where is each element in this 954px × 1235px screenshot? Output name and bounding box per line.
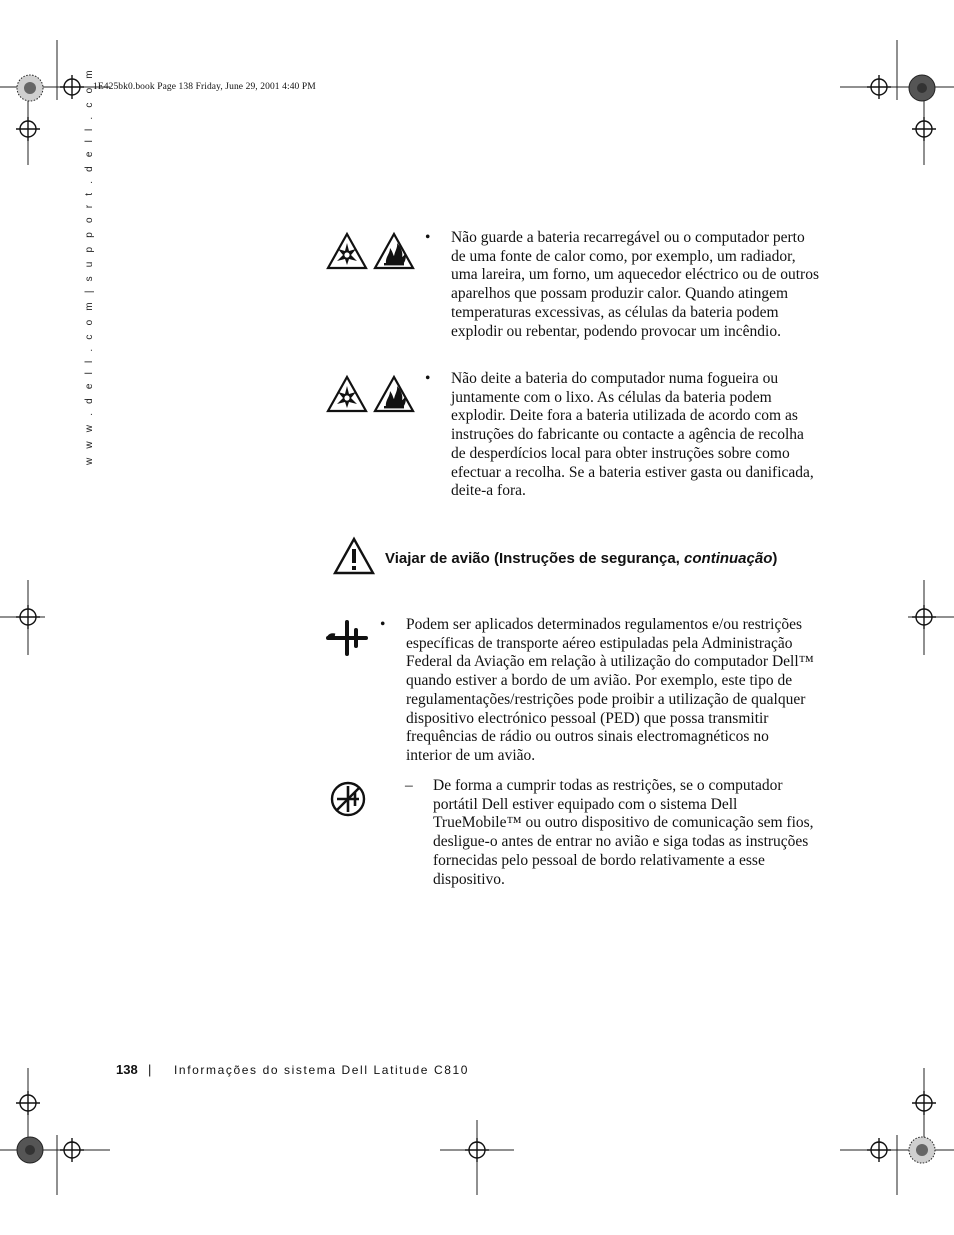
bullet-marker: • (380, 616, 386, 633)
explosion-warning-icon (326, 232, 368, 270)
air-travel-regulations (380, 616, 820, 771)
fire-warning-icon (373, 375, 415, 413)
bullet-marker: • (425, 370, 431, 387)
footer-title: Informações do sistema Dell Latitude C810 (174, 1063, 470, 1077)
heading-suffix: ) (772, 550, 778, 567)
page-number: 138 (116, 1062, 138, 1077)
fire-warning-icon (373, 232, 415, 270)
regulation-text: Podem ser aplicados determinados regulamentos e/ou restrições específicas de transporte aéreo estipuladas pela Administração Federal da Aviação em relação à utilização do computador Dell™ quando estiver a bordo de um avião. Por exemplo, este tipo de regulamentações/restrições pode proibir a utilização de qualquer dispositivo electrónico pessoal (PED) que possa transmitir frequências de rádio ou outros sinais electromagnéticos no interior de um avião. (406, 616, 814, 764)
footer-separator: | (148, 1062, 152, 1077)
no-wireless-icon (329, 780, 367, 818)
print-slug-line: 1E425bk0.book Page 138 Friday, June 29, 2001 4:40 PM (93, 82, 316, 92)
battery-warning-disposal (425, 370, 825, 505)
battery-warning-heat (425, 229, 825, 364)
heading-italic: continuação (684, 550, 773, 567)
warning-text: Não deite a bateria do computador numa fogueira ou juntamente com o lixo. As células da bateria podem explodir. Deite fora a bateria utilizada de acordo com as instruções do fabricante ou contacte a agência de recolha de desperdícios local para obter instruções sobre como efectuar a recolha. Se a bateria estiver gasta ou danificada, deite-a fora. (451, 370, 814, 500)
wireless-note-text: De forma a cumprir todas as restrições, se o computador portátil Dell estiver equipado com o sistema Dell TrueMobile™ ou outro dispositivo de comunicação sem fios, desligue-o antes de entrar no avião e siga todas as instruções fornecidas pelo pessoal de bordo relativamente a esse dispositivo. (433, 777, 814, 888)
section-heading (385, 550, 777, 567)
explosion-warning-icon (326, 375, 368, 413)
sidebar-url: w w w . d e l l . c o m | s u p p o r t . d e l l . c o m (84, 67, 95, 465)
caution-triangle-icon (333, 537, 375, 575)
warning-text: Não guarde a bateria recarregável ou o computador perto de uma fonte de calor como, por exemplo, um radiador, uma lareira, um forno, um aquecedor eléctrico ou de outros aparelhos que possam produzir calor. Quando atingem temperaturas excessivas, as células da bateria podem explodir ou rebentar, podendo provocar um incêndio. (451, 229, 819, 340)
heading-prefix: Viajar de avião (Instruções de segurança, (385, 550, 685, 567)
wireless-device-note (405, 777, 820, 897)
airplane-icon (326, 618, 368, 658)
bullet-marker: • (425, 229, 431, 246)
dash-marker: – (405, 777, 413, 794)
